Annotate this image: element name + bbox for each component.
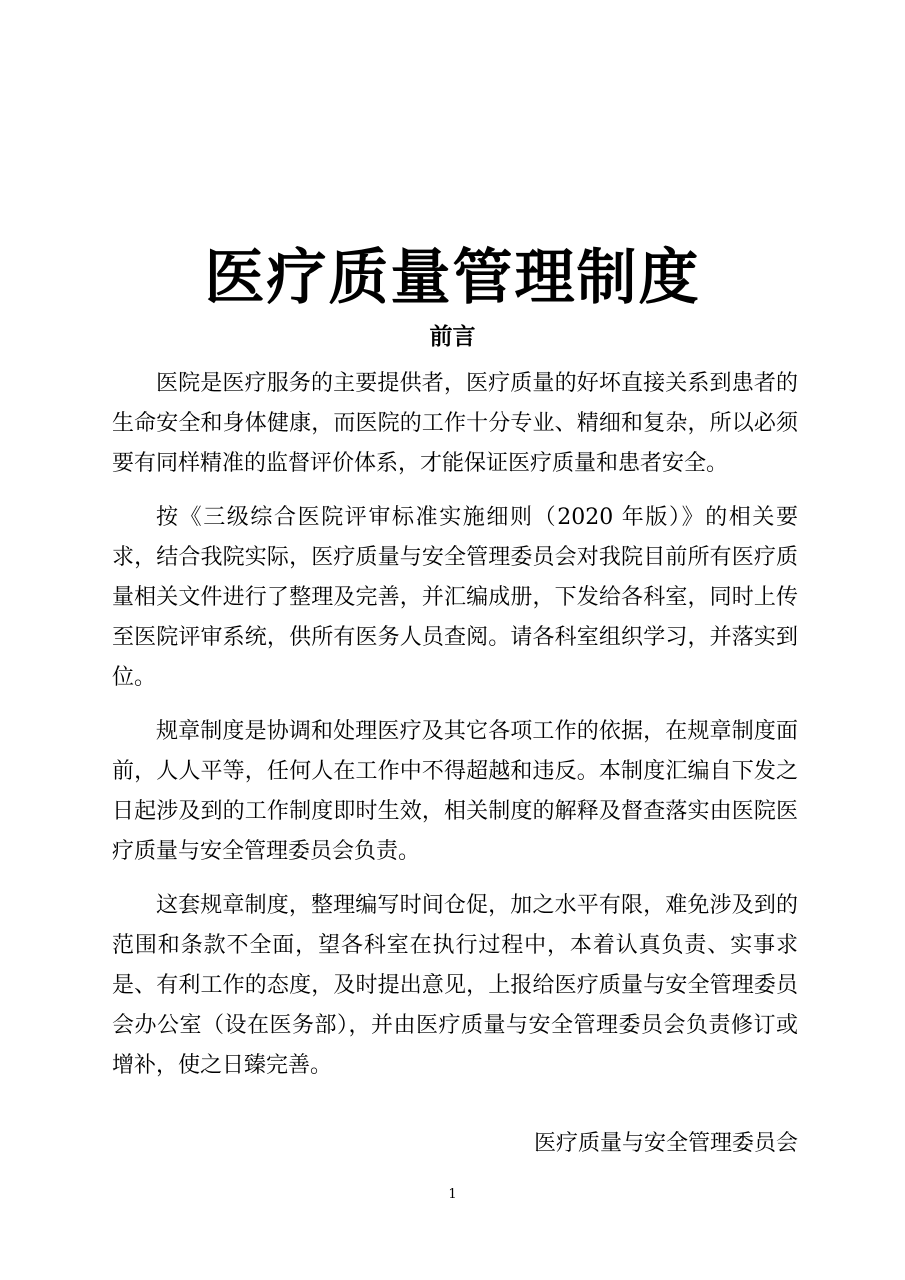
- paragraph-3: 规章制度是协调和处理医疗及其它各项工作的依据，在规章制度面前，人人平等，任何人在工作中不得超越和违反。本制度汇编自下发之日起涉及到的工作制度即时生效，相关制度的解释及督查落实由医院医疗质量与安全管理委员会负责。: [112, 719, 798, 864]
- signature-committee: 医疗质量与安全管理委员会: [533, 1131, 798, 1156]
- paragraph-2: 按《三级综合医院评审标准实施细则（2020 年版）》的相关要求，结合我院实际，医疗质量与安全管理委员会对我院目前所有医疗质量相关文件进行了整理及完善，并汇编成册，下发给各科室，同时上传至医院评审系统，供所有医务人员查阅。请各科室组织学习，并落实到位。: [112, 505, 798, 690]
- paragraph-4: 这套规章制度，整理编写时间仓促，加之水平有限，难免涉及到的范围和条款不全面，望各科室在执行过程中，本着认真负责、实事求是、有利工作的态度，及时提出意见，上报给医疗质量与安全管理委员会办公室（设在医务部），并由医疗质量与安全管理委员会负责修订或增补，使之日臻完善。: [112, 893, 798, 1078]
- preface-body: [112, 364, 798, 1100]
- document-title: 医疗质量管理制度: [204, 243, 701, 313]
- section-heading-preface: 前言: [429, 323, 476, 350]
- page-number: 1: [448, 1187, 457, 1202]
- paragraph-1: 医院是医疗服务的主要提供者，医疗质量的好坏直接关系到患者的生命安全和身体健康，而医院的工作十分专业、精细和复杂，所以必须要有同样精准的监督评价体系，才能保证医疗质量和患者安全。: [112, 371, 798, 476]
